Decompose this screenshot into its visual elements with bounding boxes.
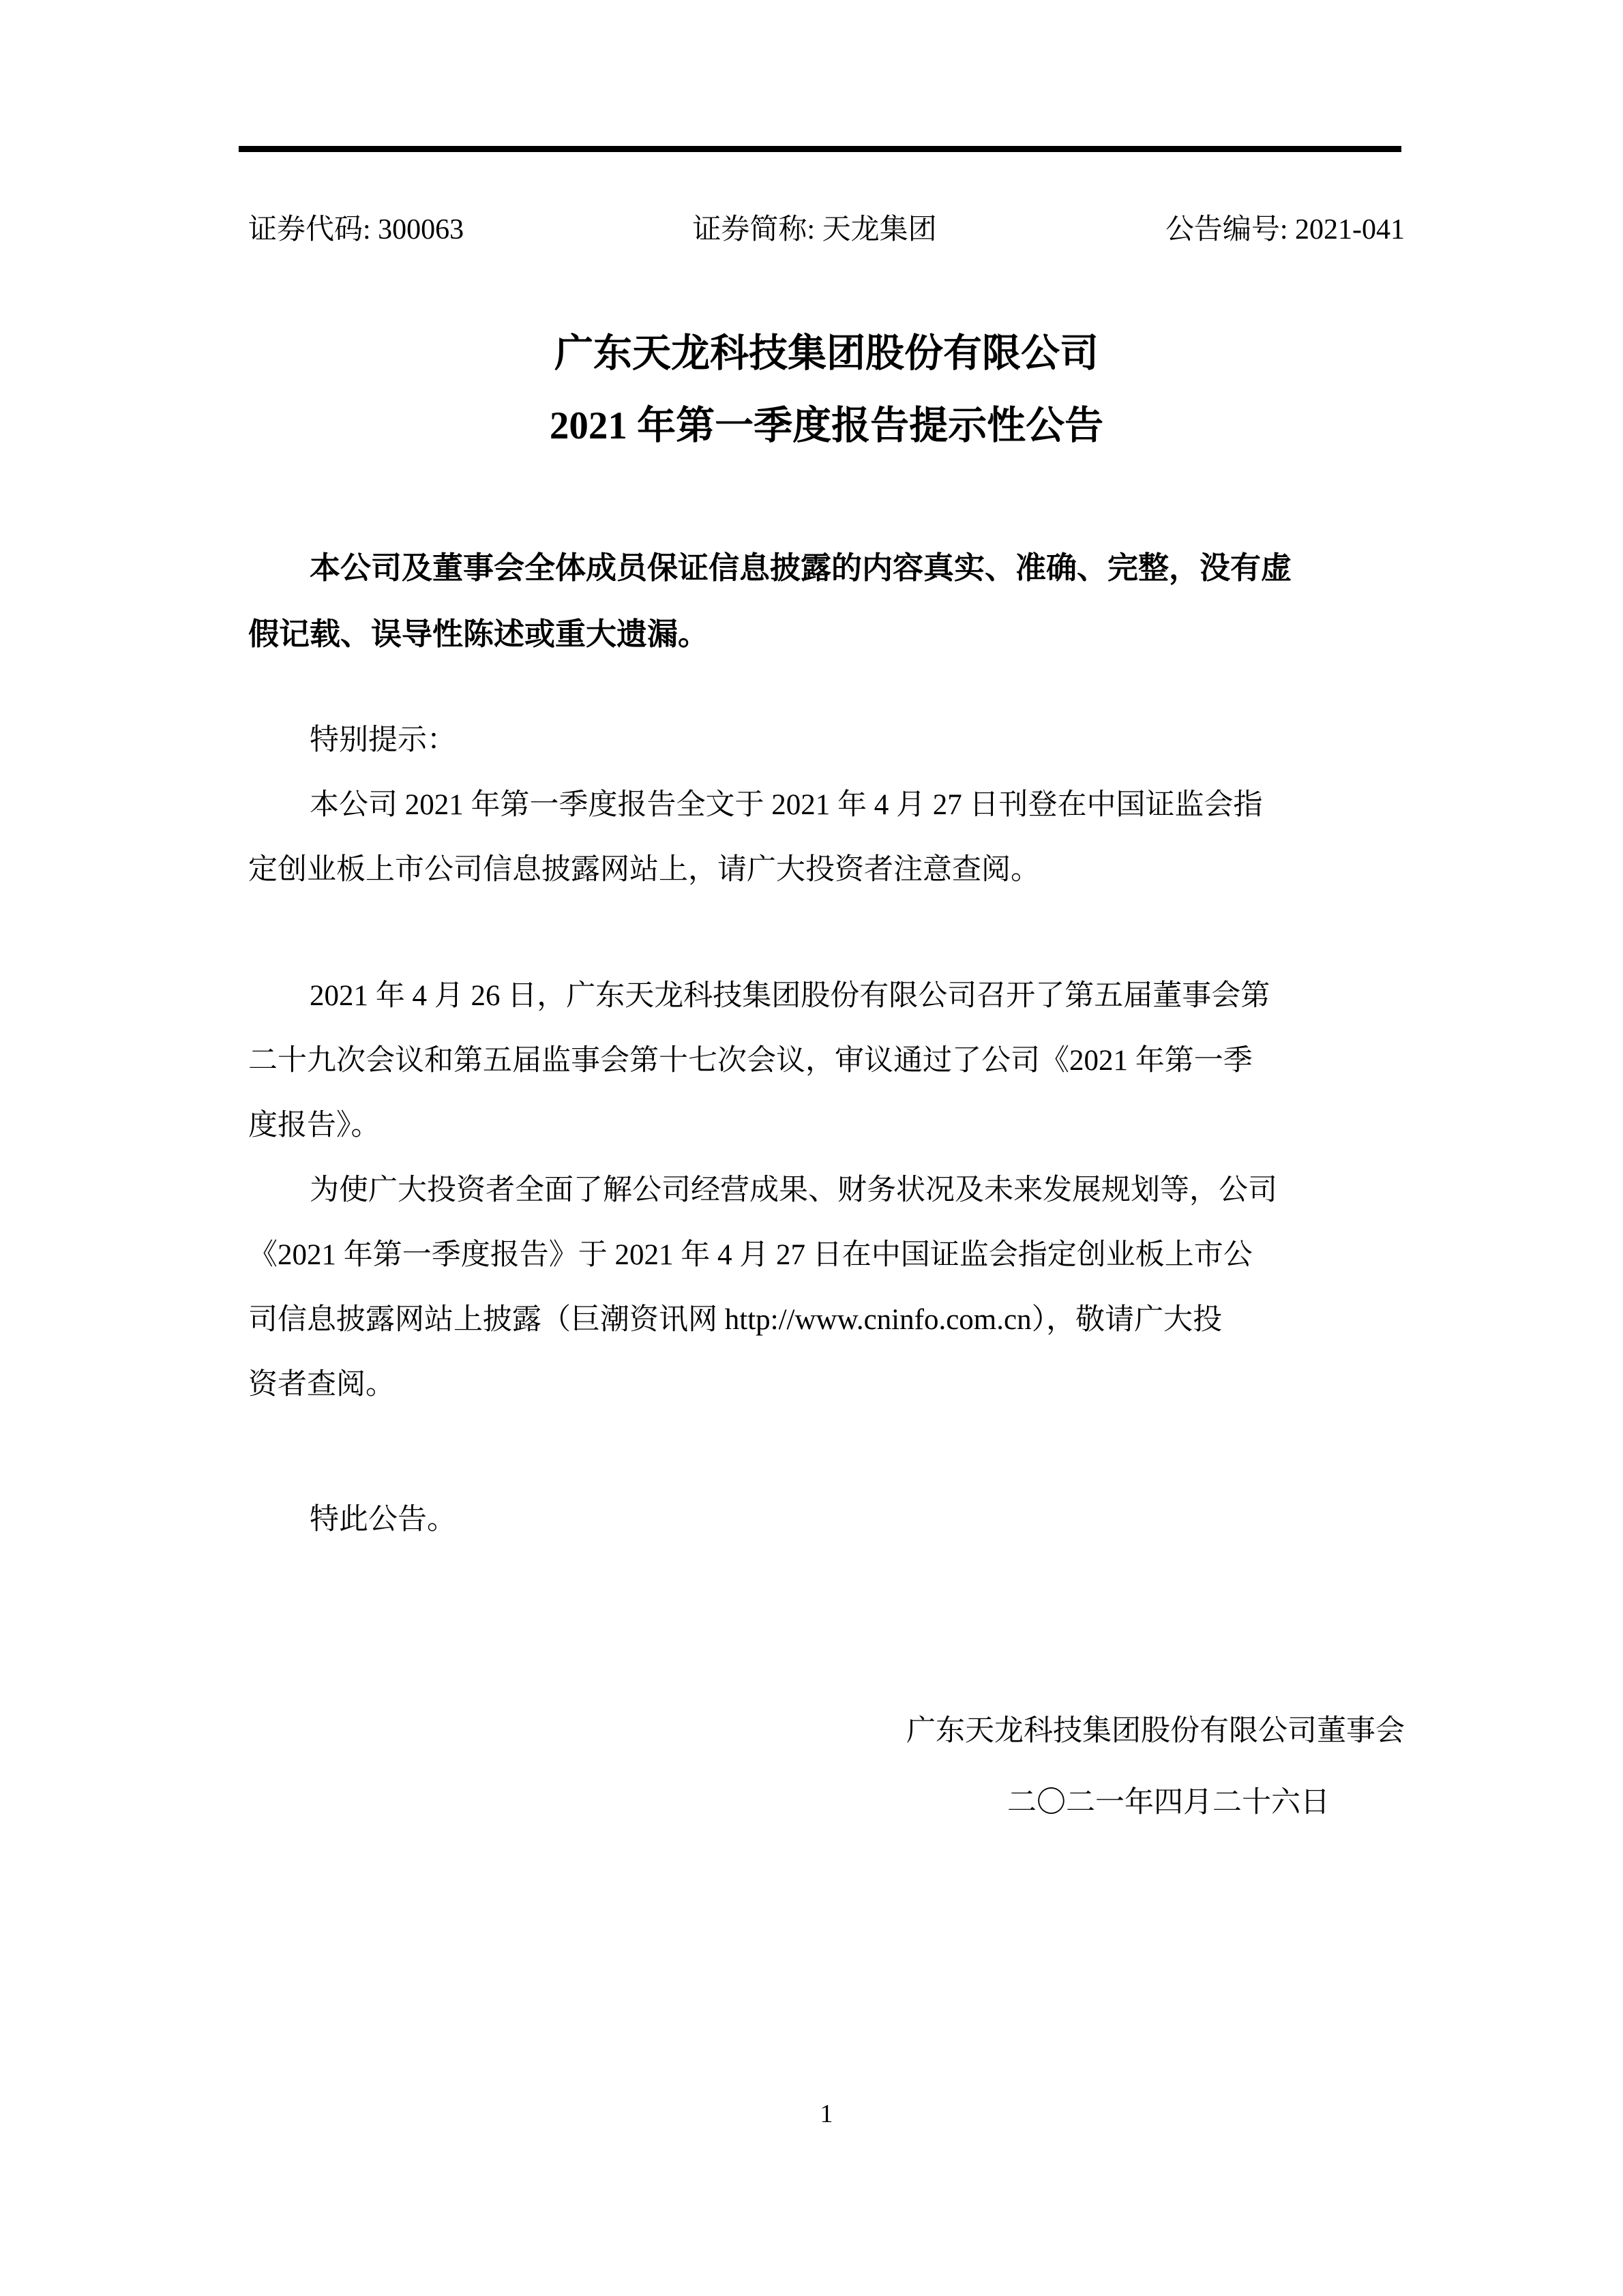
notice-paragraph-line: 本公司 2021 年第一季度报告全文于 2021 年 4 月 27 日刊登在中国证监会指 [310, 789, 1263, 821]
board-meeting-paragraph [248, 964, 1405, 1158]
signature-date: 二〇二一年四月二十六日 [1007, 1787, 1330, 1819]
signature-section [248, 1695, 1405, 1838]
stock-code: 证券代码: 300063 [248, 214, 464, 245]
meeting-paragraph-line: 2021 年 4 月 26 日，广东天龙科技集团股份有限公司召开了第五届董事会第 [310, 980, 1270, 1012]
closing-line: 特此公告。 [310, 1504, 456, 1536]
header-rule [239, 146, 1401, 152]
document-title [248, 318, 1405, 462]
securities-header [248, 213, 1405, 247]
disclosure-paragraph-line: 资者查阅。 [248, 1369, 395, 1401]
title-report-name: 2021 年第一季度报告提示性公告 [549, 404, 1104, 447]
stock-short-name: 证券简称: 天龙集团 [692, 214, 937, 245]
disclosure-paragraph-line: 为使广大投资者全面了解公司经营成果、财务状况及未来发展规划等，公司 [310, 1174, 1277, 1206]
meeting-paragraph-line: 度报告》。 [248, 1109, 381, 1142]
board-integrity-statement [248, 535, 1405, 668]
closing-remark [248, 1487, 1405, 1552]
special-notice-heading: 特别提示： [310, 724, 456, 756]
disclosure-paragraph-line: 《2021 年第一季度报告》于 2021 年 4 月 27 日在中国证监会指定创业板上市公 [248, 1239, 1253, 1271]
signature-company: 广东天龙科技集团股份有限公司董事会 [906, 1715, 1405, 1747]
announcement-number: 公告编号: 2021-041 [1165, 214, 1405, 245]
disclosure-paragraph [248, 1158, 1405, 1417]
statement-line: 本公司及董事会全体成员保证信息披露的内容真实、准确、完整，没有虚 [310, 551, 1292, 585]
disclosure-paragraph-line: 司信息披露网站上披露（巨潮资讯网 http://www.cninfo.com.cn），敬请广大投 [248, 1304, 1223, 1336]
page-number: 1 [820, 2100, 833, 2128]
special-notice-section [248, 708, 1405, 902]
notice-paragraph-line: 定创业板上市公司信息披露网站上，请广大投资者注意查阅。 [248, 854, 1040, 886]
title-company-name: 广东天龙科技集团股份有限公司 [554, 332, 1099, 375]
meeting-paragraph-line: 二十九次会议和第五届监事会第十七次会议，审议通过了公司《2021 年第一季 [248, 1045, 1253, 1077]
statement-line: 假记载、误导性陈述或重大遗漏。 [248, 617, 709, 651]
